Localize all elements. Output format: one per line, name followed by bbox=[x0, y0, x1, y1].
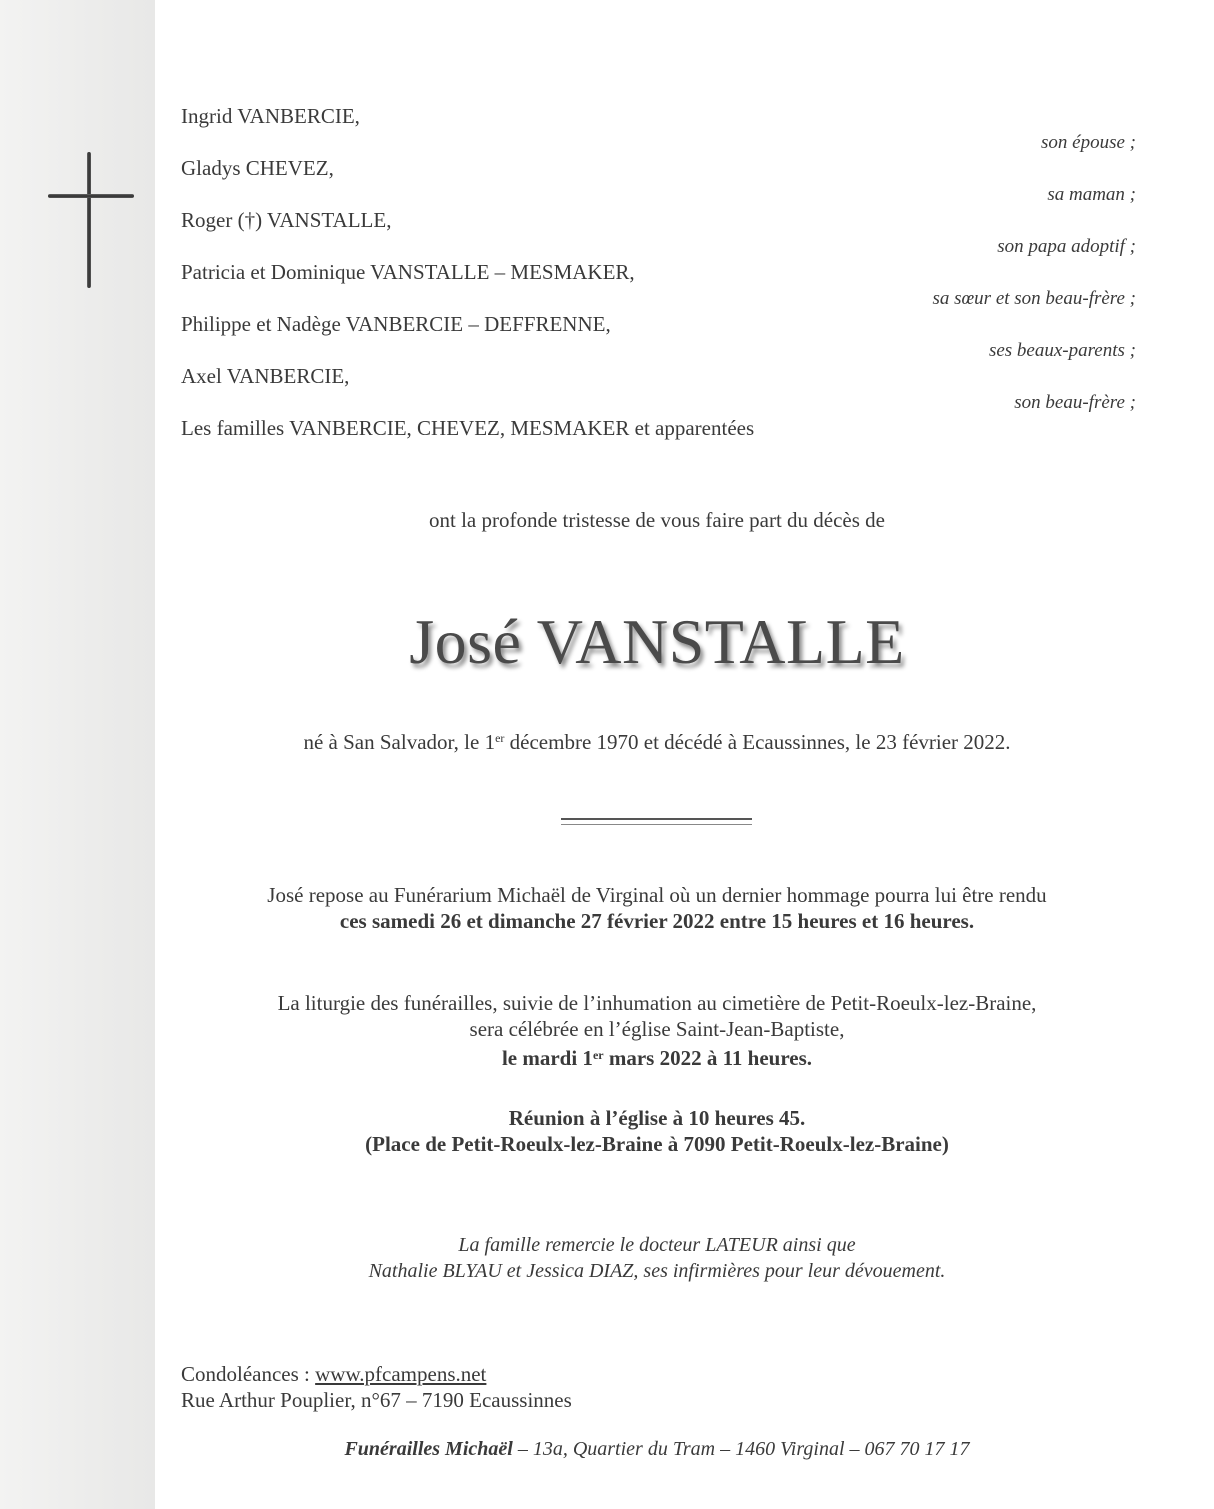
family-relation: ses beaux-parents ; bbox=[988, 340, 1136, 361]
family-name: Roger (†) VANSTALLE, bbox=[181, 208, 392, 232]
reunion-info bbox=[155, 1105, 1159, 1157]
funeral-home-address: Rue Arthur Pouplier, n°67 – 7190 Ecaussinnes bbox=[181, 1388, 572, 1412]
side-band bbox=[0, 0, 155, 1509]
family-name: Philippe et Nadège VANBERCIE – DEFFRENNE, bbox=[181, 312, 611, 336]
reunion-address: (Place de Petit-Roeulx-lez-Braine à 7090 Petit-Roeulx-lez-Braine) bbox=[365, 1132, 949, 1156]
deceased-name: José VANSTALLE bbox=[409, 606, 905, 677]
family-relation: sa maman ; bbox=[1047, 184, 1136, 205]
divider-line bbox=[561, 818, 752, 825]
liturgy-date: le mardi 1er mars 2022 à 11 heures. bbox=[501, 1046, 813, 1070]
liturgy-info bbox=[155, 990, 1159, 1071]
family-name: Axel VANBERCIE, bbox=[181, 364, 350, 388]
repose-info bbox=[155, 882, 1159, 934]
family-list bbox=[181, 104, 1136, 468]
condolences-link[interactable]: www.pfcampens.net bbox=[315, 1362, 487, 1386]
family-relation: son papa adoptif ; bbox=[997, 236, 1136, 257]
repose-dates: ces samedi 26 et dimanche 27 février 2022 entre 15 heures et 16 heures. bbox=[339, 909, 975, 933]
family-entry bbox=[181, 312, 1136, 364]
condolences-block bbox=[181, 1361, 572, 1413]
family-entry bbox=[181, 208, 1136, 260]
family-name: Gladys CHEVEZ, bbox=[181, 156, 334, 180]
family-entry bbox=[181, 260, 1136, 312]
family-name: Les familles VANBERCIE, CHEVEZ, MESMAKER et apparentées bbox=[181, 416, 755, 440]
repose-line: José repose au Funérarium Michaël de Virginal où un dernier hommage pourra lui être rendu bbox=[267, 883, 1047, 907]
family-entry bbox=[181, 364, 1136, 416]
thanks-line: Nathalie BLYAU et Jessica DIAZ, ses infirmières pour leur dévouement. bbox=[368, 1260, 946, 1282]
family-relation: son épouse ; bbox=[1041, 132, 1136, 153]
footer-details: – 13a, Quartier du Tram – 1460 Virginal – 067 70 17 17 bbox=[517, 1438, 970, 1460]
family-relation: sa sœur et son beau-frère ; bbox=[932, 288, 1136, 309]
birth-death-dates: né à San Salvador, le 1er décembre 1970 et décédé à Ecaussinnes, le 23 février 2022. bbox=[303, 730, 1011, 754]
thanks-line: La famille remercie le docteur LATEUR ainsi que bbox=[458, 1234, 856, 1256]
cross-icon bbox=[48, 152, 134, 288]
family-entry bbox=[181, 104, 1136, 156]
liturgy-line: La liturgie des funérailles, suivie de l’inhumation au cimetière de Petit-Roeulx-lez-Braine, bbox=[277, 991, 1037, 1015]
family-entry bbox=[181, 156, 1136, 208]
announcement-intro: ont la profonde tristesse de vous faire part du décès de bbox=[428, 508, 885, 532]
footer bbox=[155, 1438, 1159, 1461]
liturgy-church: sera célébrée en l’église Saint-Jean-Baptiste, bbox=[469, 1017, 845, 1041]
family-entry bbox=[181, 416, 1136, 468]
reunion-time: Réunion à l’église à 10 heures 45. bbox=[508, 1106, 806, 1130]
family-name: Patricia et Dominique VANSTALLE – MESMAKER, bbox=[181, 260, 635, 284]
footer-brand: Funérailles Michaël bbox=[344, 1438, 518, 1460]
family-relation: son beau-frère ; bbox=[1014, 392, 1136, 413]
thanks-note bbox=[155, 1232, 1159, 1284]
condolences-label: Condoléances : bbox=[181, 1362, 316, 1386]
family-name: Ingrid VANBERCIE, bbox=[181, 104, 360, 128]
